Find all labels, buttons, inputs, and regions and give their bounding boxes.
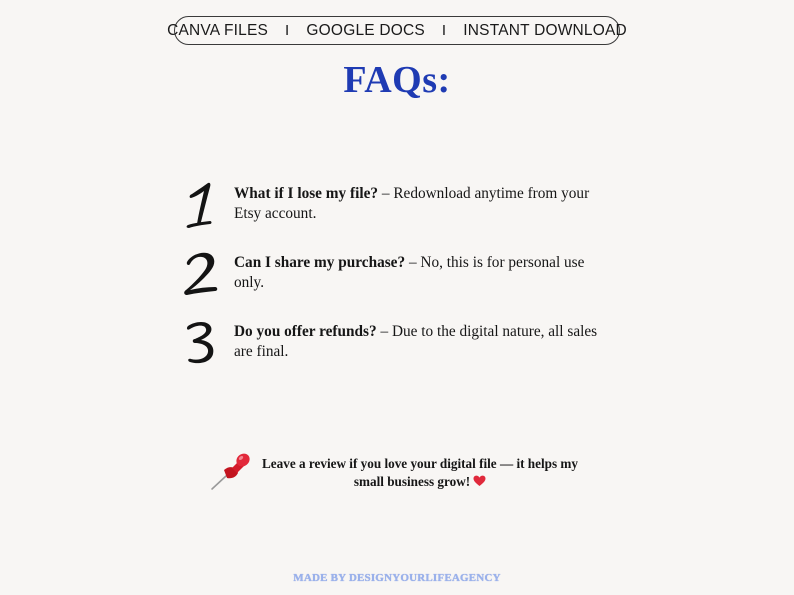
brush-number-1-icon: [178, 180, 226, 232]
faq-text-1: [234, 184, 614, 224]
banner-item-instant-download: INSTANT DOWNLOAD: [463, 21, 627, 39]
faq-question: What if I lose my file?: [234, 185, 379, 202]
top-banner: [167, 16, 627, 45]
review-message: [258, 455, 582, 491]
review-message-text: Leave a review if you love your digital file — it helps my small business grow!: [262, 456, 578, 489]
banner-item-canva-files: CANVA FILES: [167, 21, 269, 39]
faq-answer: – Due to the digital nature, all sales are final.: [234, 323, 598, 360]
faq-number-2: [178, 249, 226, 301]
heart-icon: [473, 475, 486, 487]
footer-credit: MADE BY DESIGNYOURLIFEAGENCY: [293, 572, 501, 584]
brush-number-3-icon: [178, 318, 226, 370]
faq-number-3: [178, 318, 226, 370]
faq-question: Can I share my purchase?: [234, 254, 406, 271]
faq-text-3: [234, 322, 614, 362]
faq-answer: – No, this is for personal use only.: [234, 254, 585, 291]
faq-text-2: [234, 253, 614, 293]
pushpin-icon: [208, 449, 254, 495]
review-note: [206, 447, 586, 497]
faq-item-1: [178, 180, 618, 240]
brush-number-2-icon: [178, 249, 226, 301]
faq-item-2: [178, 249, 618, 309]
faq-answer: – Redownload anytime from your Etsy account.: [234, 185, 590, 222]
page-title: FAQs:: [343, 59, 451, 101]
banner-separator: I: [285, 22, 290, 39]
faq-question: Do you offer refunds?: [234, 323, 377, 340]
faq-item-3: [178, 318, 618, 378]
banner-separator: I: [441, 22, 447, 39]
banner-item-google-docs: GOOGLE DOCS: [306, 21, 425, 39]
faq-number-1: [178, 180, 226, 232]
